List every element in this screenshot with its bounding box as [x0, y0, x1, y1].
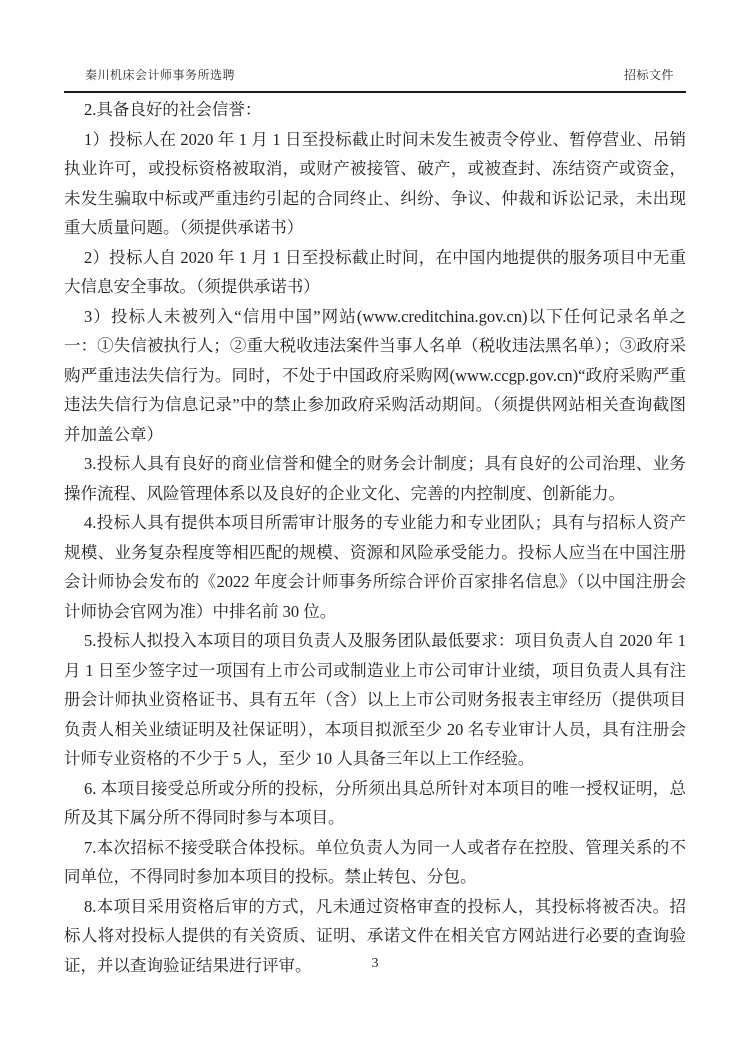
header-left-title: 秦川机床会计师事务所选聘 [85, 68, 236, 82]
body-paragraph: 2）投标人自 2020 年 1 月 1 日至投标截止时间，在中国内地提供的服务项目中无重大信息安全事故。（须提供承诺书） [64, 247, 686, 296]
body-paragraph: 8.本项目采用资格后审的方式，凡未通过资格审查的投标人，其投标将被否决。招标人将对投标人提供的有关资质、证明、承诺文件在相关官方网站进行必要的查询验证，并以查询验证结果进行评审。 [64, 896, 686, 975]
body-paragraph: 2.具备良好的社会信誉： [84, 100, 262, 119]
body-paragraph: 4.投标人具有提供本项目所需审计服务的专业能力和专业团队；具有与招标人资产规模、业务复杂程度等相匹配的规模、资源和风险承受能力。投标人应当在中国注册会计师协会发布的《2022 年度会计师事务所综合评价百家排名信息》（以中国注册会计师协会官网为准）中排名前 30 位。 [64, 513, 686, 621]
page-header [64, 66, 686, 93]
body-paragraph: 6. 本项目接受总所或分所的投标，分所须出具总所针对本项目的唯一授权证明，总所及其下属分所不得同时参与本项目。 [64, 778, 686, 827]
body-paragraph: 3.投标人具有良好的商业信誉和健全的财务会计制度；具有良好的公司治理、业务操作流程、风险管理体系以及良好的企业文化、完善的内控制度、创新能力。 [64, 454, 686, 503]
body-paragraph: 7.本次招标不接受联合体投标。单位负责人为同一人或者存在控股、管理关系的不同单位，不得同时参加本项目的投标。禁止转包、分包。 [64, 837, 686, 886]
body-paragraph: 3）投标人未被列入“信用中国”网站(www.creditchina.gov.cn)以下任何记录名单之一：①失信被执行人；②重大税收违法案件当事人名单（税收违法黑名单）；③政府采购严重违法失信行为。同时，不处于中国政府采购网(www.ccgp.gov.cn)“政府采购严重违法失信行为信息记录”中的禁止参加政府采购活动期间。（须提供网站相关查询截图并加盖公章） [64, 306, 686, 444]
page-number: 3 [371, 956, 379, 971]
header-right-title: 招标文件 [623, 68, 674, 82]
document-body [64, 95, 686, 980]
body-paragraph: 5.投标人拟投入本项目的项目负责人及服务团队最低要求：项目负责人自 2020 年 1 月 1 日至少签字过一项国有上市公司或制造业上市公司审计业绩，项目负责人具有注册会计师执业资格证书、具有五年（含）以上上市公司财务报表主审经历（提供项目负责人相关业绩证明及社保证明），本项目拟派至少 20 名专业审计人员，具有注册会计师专业资格的不少于 5 人，至少 10 人具备三年以上工作经验。 [64, 631, 687, 768]
page-footer [0, 956, 750, 972]
header-divider [64, 91, 686, 93]
body-paragraph: 1）投标人在 2020 年 1 月 1 日至投标截止时间未发生被责令停业、暂停营业、吊销执业许可，或投标资格被取消，或财产被接管、破产，或被查封、冻结资产或资金，未发生骗取中标或严重违约引起的合同终止、纠纷、争议、仲裁和诉讼记录，未出现重大质量问题。（须提供承诺书） [64, 129, 686, 237]
